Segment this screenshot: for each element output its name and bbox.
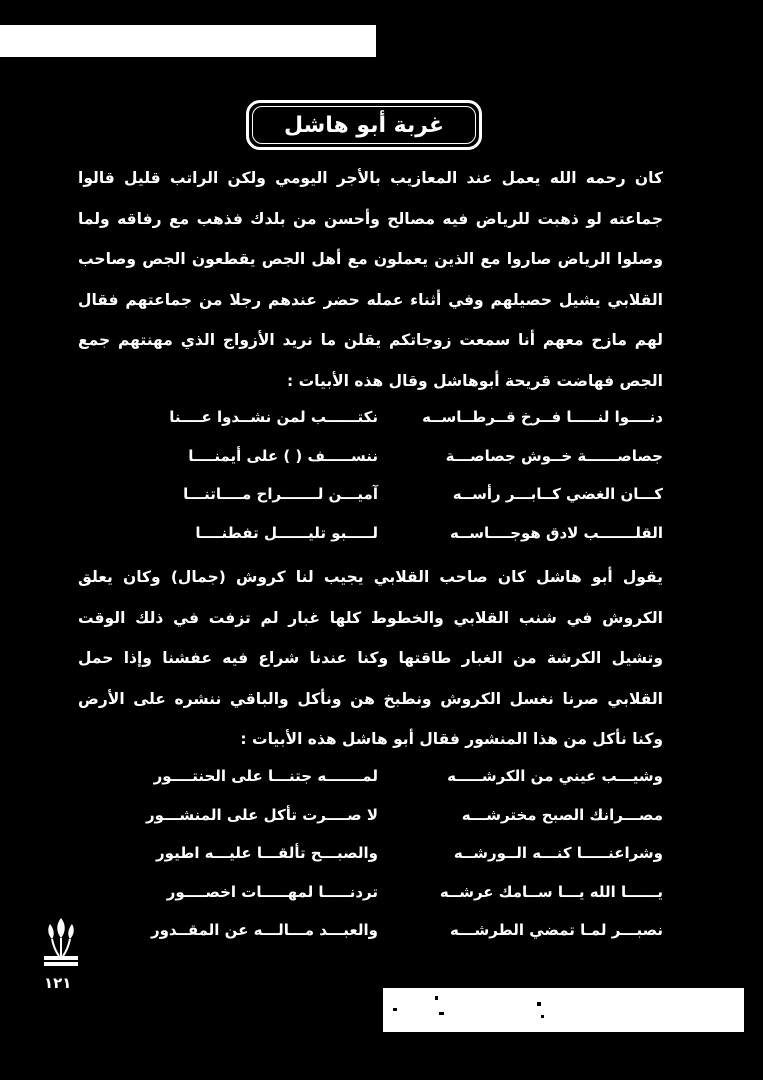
scan-smudge [537,1002,541,1006]
poem-2 [73,757,663,950]
verse-first-hemistich: مصـــرانك الصبح مخترشـــه [461,805,663,824]
page-title: غربة أبو هاشل [283,112,444,138]
top-redaction-bar [0,25,376,57]
verse-first-hemistich: وشراعنـــــا كنـــه الــورشــه [453,844,663,863]
verse-second-hemistich: والصبـــح تألقـــا عليـــه اطيور [156,844,378,863]
verse-line [73,437,663,476]
poem-1 [73,398,663,552]
verse-line [73,873,663,912]
verse-second-hemistich: نكتــــــب لمن نشــدوا عــــنا [169,408,378,427]
verse-first-hemistich: دنــــوا لنـــــا فــرخ قــرطــاســه [422,408,663,427]
scan-smudge [435,996,438,1000]
page-number: ١٢١ [44,974,72,992]
verse-first-hemistich: جصاصــــــة خــوش جصاصـــة [445,446,663,465]
verse-second-hemistich: آميـــن لـــــــراح مــــاتنـــا [183,485,378,504]
verse-first-hemistich: القلـــــــب لادق هوجــــاســه [449,523,663,542]
verse-first-hemistich: نصبـــر لمـا تمضي الطرشـــه [450,921,663,940]
verse-second-hemistich: والعبـــد مـــالـــه عن المقــدور [150,921,378,940]
verse-line [73,475,663,514]
scan-smudge [439,1012,444,1015]
verse-second-hemistich: ننســـــف ( ) على أيمنــــا [188,446,378,465]
bottom-redaction-box [383,988,744,1032]
verse-second-hemistich: لا صــــرت تأكل على المنشـــور [145,805,378,824]
verse-line [73,796,663,835]
scan-smudge [541,1015,544,1018]
verse-second-hemistich: تردنـــــا لمهـــــات اخصــــور [166,882,378,901]
verse-line [73,911,663,950]
verse-second-hemistich: لمـــــــه جتنـــا على الحنتــــور [153,767,378,786]
title-frame [246,100,482,150]
verse-line [73,757,663,796]
verse-line [73,398,663,437]
tulip-logo-icon [42,914,80,966]
verse-line [73,834,663,873]
verse-first-hemistich: وشيـــب عيني من الكرشـــــه [447,767,663,786]
verse-first-hemistich: يــــــا الله يـــا ســامك عرشــه [439,882,663,901]
scan-smudge [393,1008,397,1011]
verse-line [73,514,663,553]
story-paragraph: يقول أبو هاشل كان صاحب القلابي يجيب لنا كروش (جمال) وكان يعلق الكروش في شنب القلابي والخطوط كلها غبار لم تزفت في ذلك الوقت وتشيل الكرشة من الغبار طاقتها وكنا عندنا شراع فيه عفشنا وإذا حمل القلابي صرنا نغسل الكروش ونطبخ هن ونأكل والباقي ننشره على الأرض وكنا نأكل من هذا المنشور فقال أبو هاشل هذه الأبيات : [78,568,663,749]
verse-first-hemistich: كـــان الغضي كــابـــر رأســه [452,485,663,504]
verse-second-hemistich: لـــــبو تليــــــل تفطنــــا [195,523,378,542]
intro-paragraph: كان رحمه الله يعمل عند المعازيب بالأجر اليومي ولكن الراتب قليل قالوا جماعته لو ذهبت للرياض فيه مصالح وأحسن من بلدك فذهب مع رفاقه ولما وصلوا الرياض صاروا مع الذين يعملون مع أهل الجص يقطعون الجص وصاحب القلابي يشيل حصيلهم وفي أثناء عمله حضر عندهم رجلا من جماعتهم فقال لهم مازح معهم أنا سمعت زوجاتكم يقلن ما نريد الأزواج الذي مهنتهم جمع الجص فهاضت قريحة أبوهاشل وقال هذه الأبيات : [78,169,663,390]
